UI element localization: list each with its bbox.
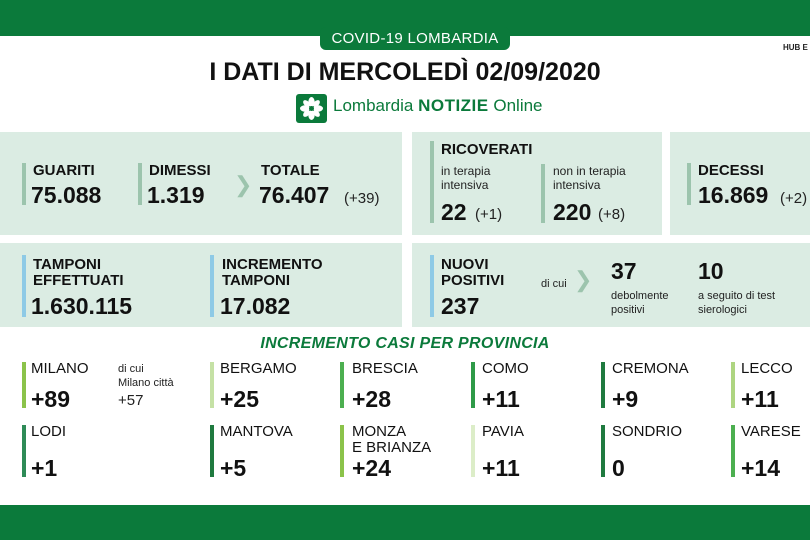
tamponi-value: 1.630.115 xyxy=(31,293,133,319)
section-title: INCREMENTO CASI PER PROVINCIA xyxy=(260,335,550,352)
lecco-name: LECCO xyxy=(741,360,793,377)
dimessi-value: 1.319 xyxy=(147,182,205,208)
sondrio-value: 0 xyxy=(612,455,625,481)
totale-delta: (+39) xyxy=(344,190,380,207)
pavia-name: PAVIA xyxy=(482,423,524,440)
bergamo-value: +25 xyxy=(220,386,260,412)
bottom-green-band xyxy=(0,505,810,540)
totale-label: TOTALE xyxy=(261,162,320,179)
brescia-name: BRESCIA xyxy=(352,360,418,377)
logo-online: Online xyxy=(493,96,543,115)
decessi-delta: (+2) xyxy=(780,190,808,207)
tamponi-accent-bar xyxy=(22,255,26,317)
nti-delta: (+8) xyxy=(598,206,626,223)
monza-accent-bar xyxy=(340,425,344,477)
bergamo-name: BERGAMO xyxy=(220,360,297,377)
como-accent-bar xyxy=(471,362,475,408)
pavia-value: +11 xyxy=(482,455,520,481)
brescia-value: +28 xyxy=(352,386,392,412)
milano-accent-bar xyxy=(22,362,26,408)
nti-value: 220 xyxy=(553,199,592,225)
milano-note-value: +57 xyxy=(118,392,144,409)
logo-notizie: NOTIZIE xyxy=(418,96,489,115)
debolmente-label-line1: debolmente xyxy=(611,290,669,302)
chevron-right-icon: ❯ xyxy=(234,172,253,197)
logo-wordmark xyxy=(333,96,543,116)
varese-name: VARESE xyxy=(741,423,801,440)
monza-name-line1: MONZA xyxy=(352,423,407,440)
dicui-label: di cui xyxy=(541,278,567,290)
incremento-label-line1: INCREMENTO xyxy=(222,256,323,273)
debolmente-value: 37 xyxy=(611,258,637,284)
logo-brand: Lombardia xyxy=(333,96,414,115)
ti-value: 22 xyxy=(441,199,467,225)
decessi-label: DECESSI xyxy=(698,162,764,179)
pavia-accent-bar xyxy=(471,425,475,477)
sondrio-accent-bar xyxy=(601,425,605,477)
milano-note-line1: di cui xyxy=(118,363,144,375)
incremento-accent-bar xyxy=(210,255,214,317)
mantova-value: +5 xyxy=(220,455,247,481)
cremona-name: CREMONA xyxy=(612,360,689,377)
totale-value: 76.407 xyxy=(259,182,330,208)
decessi-value: 16.869 xyxy=(698,182,769,208)
lecco-accent-bar xyxy=(731,362,735,408)
guariti-label: GUARITI xyxy=(33,162,95,179)
ricoverati-label: RICOVERATI xyxy=(441,141,533,158)
incremento-label-line2: TAMPONI xyxy=(222,272,291,289)
hub-label: HUB E xyxy=(783,43,808,52)
dimessi-accent-bar xyxy=(138,163,142,205)
como-value: +11 xyxy=(482,386,520,412)
lodi-name: LODI xyxy=(31,423,67,440)
nuovi-label-line1: NUOVI xyxy=(441,256,489,273)
nti-label-line1: non in terapia xyxy=(553,164,626,178)
lodi-value: +1 xyxy=(31,455,58,481)
ti-label-line2: intensiva xyxy=(441,178,489,192)
bergamo-accent-bar xyxy=(210,362,214,408)
dimessi-label: DIMESSI xyxy=(149,162,211,179)
sierologici-value: 10 xyxy=(698,258,724,284)
como-name: COMO xyxy=(482,360,529,377)
chevron-right-icon: ❯ xyxy=(574,267,593,292)
guariti-value: 75.088 xyxy=(31,182,102,208)
cremona-value: +9 xyxy=(612,386,639,412)
ti-delta: (+1) xyxy=(475,206,503,223)
sierologici-label-line2: sierologici xyxy=(698,304,747,316)
tamponi-label-line1: TAMPONI xyxy=(33,256,102,273)
lodi-accent-bar xyxy=(22,425,26,477)
lecco-value: +11 xyxy=(741,386,779,412)
ti-label-line1: in terapia xyxy=(441,164,491,178)
mantova-name: MANTOVA xyxy=(220,423,293,440)
varese-accent-bar xyxy=(731,425,735,477)
varese-value: +14 xyxy=(741,455,781,481)
mantova-accent-bar xyxy=(210,425,214,477)
monza-name-line2: E BRIANZA xyxy=(352,439,432,456)
tamponi-label-line2: EFFETTUATI xyxy=(33,272,124,289)
sondrio-name: SONDRIO xyxy=(612,423,683,440)
monza-value: +24 xyxy=(352,455,392,481)
header-pill: COVID-19 LOMBARDIA xyxy=(320,27,510,50)
guariti-accent-bar xyxy=(22,163,26,205)
nuovi-accent-bar xyxy=(430,255,434,317)
cremona-accent-bar xyxy=(601,362,605,408)
ricoverati-accent-bar xyxy=(430,141,434,223)
debolmente-label-line2: positivi xyxy=(611,304,645,316)
page-title: I DATI DI MERCOLEDÌ 02/09/2020 xyxy=(209,58,601,86)
milano-name: MILANO xyxy=(31,360,89,377)
incremento-value: 17.082 xyxy=(220,293,291,319)
decessi-accent-bar xyxy=(687,163,691,205)
nti-label-line2: intensiva xyxy=(553,178,601,192)
nti-accent-bar xyxy=(541,164,545,223)
brescia-accent-bar xyxy=(340,362,344,408)
lombardia-logo-icon xyxy=(296,94,327,123)
nuovi-label-line2: POSITIVI xyxy=(441,272,505,289)
milano-value: +89 xyxy=(31,386,71,412)
milano-note-line2: Milano città xyxy=(118,377,174,389)
sierologici-label-line1: a seguito di test xyxy=(698,290,776,302)
nuovi-value: 237 xyxy=(441,293,480,319)
